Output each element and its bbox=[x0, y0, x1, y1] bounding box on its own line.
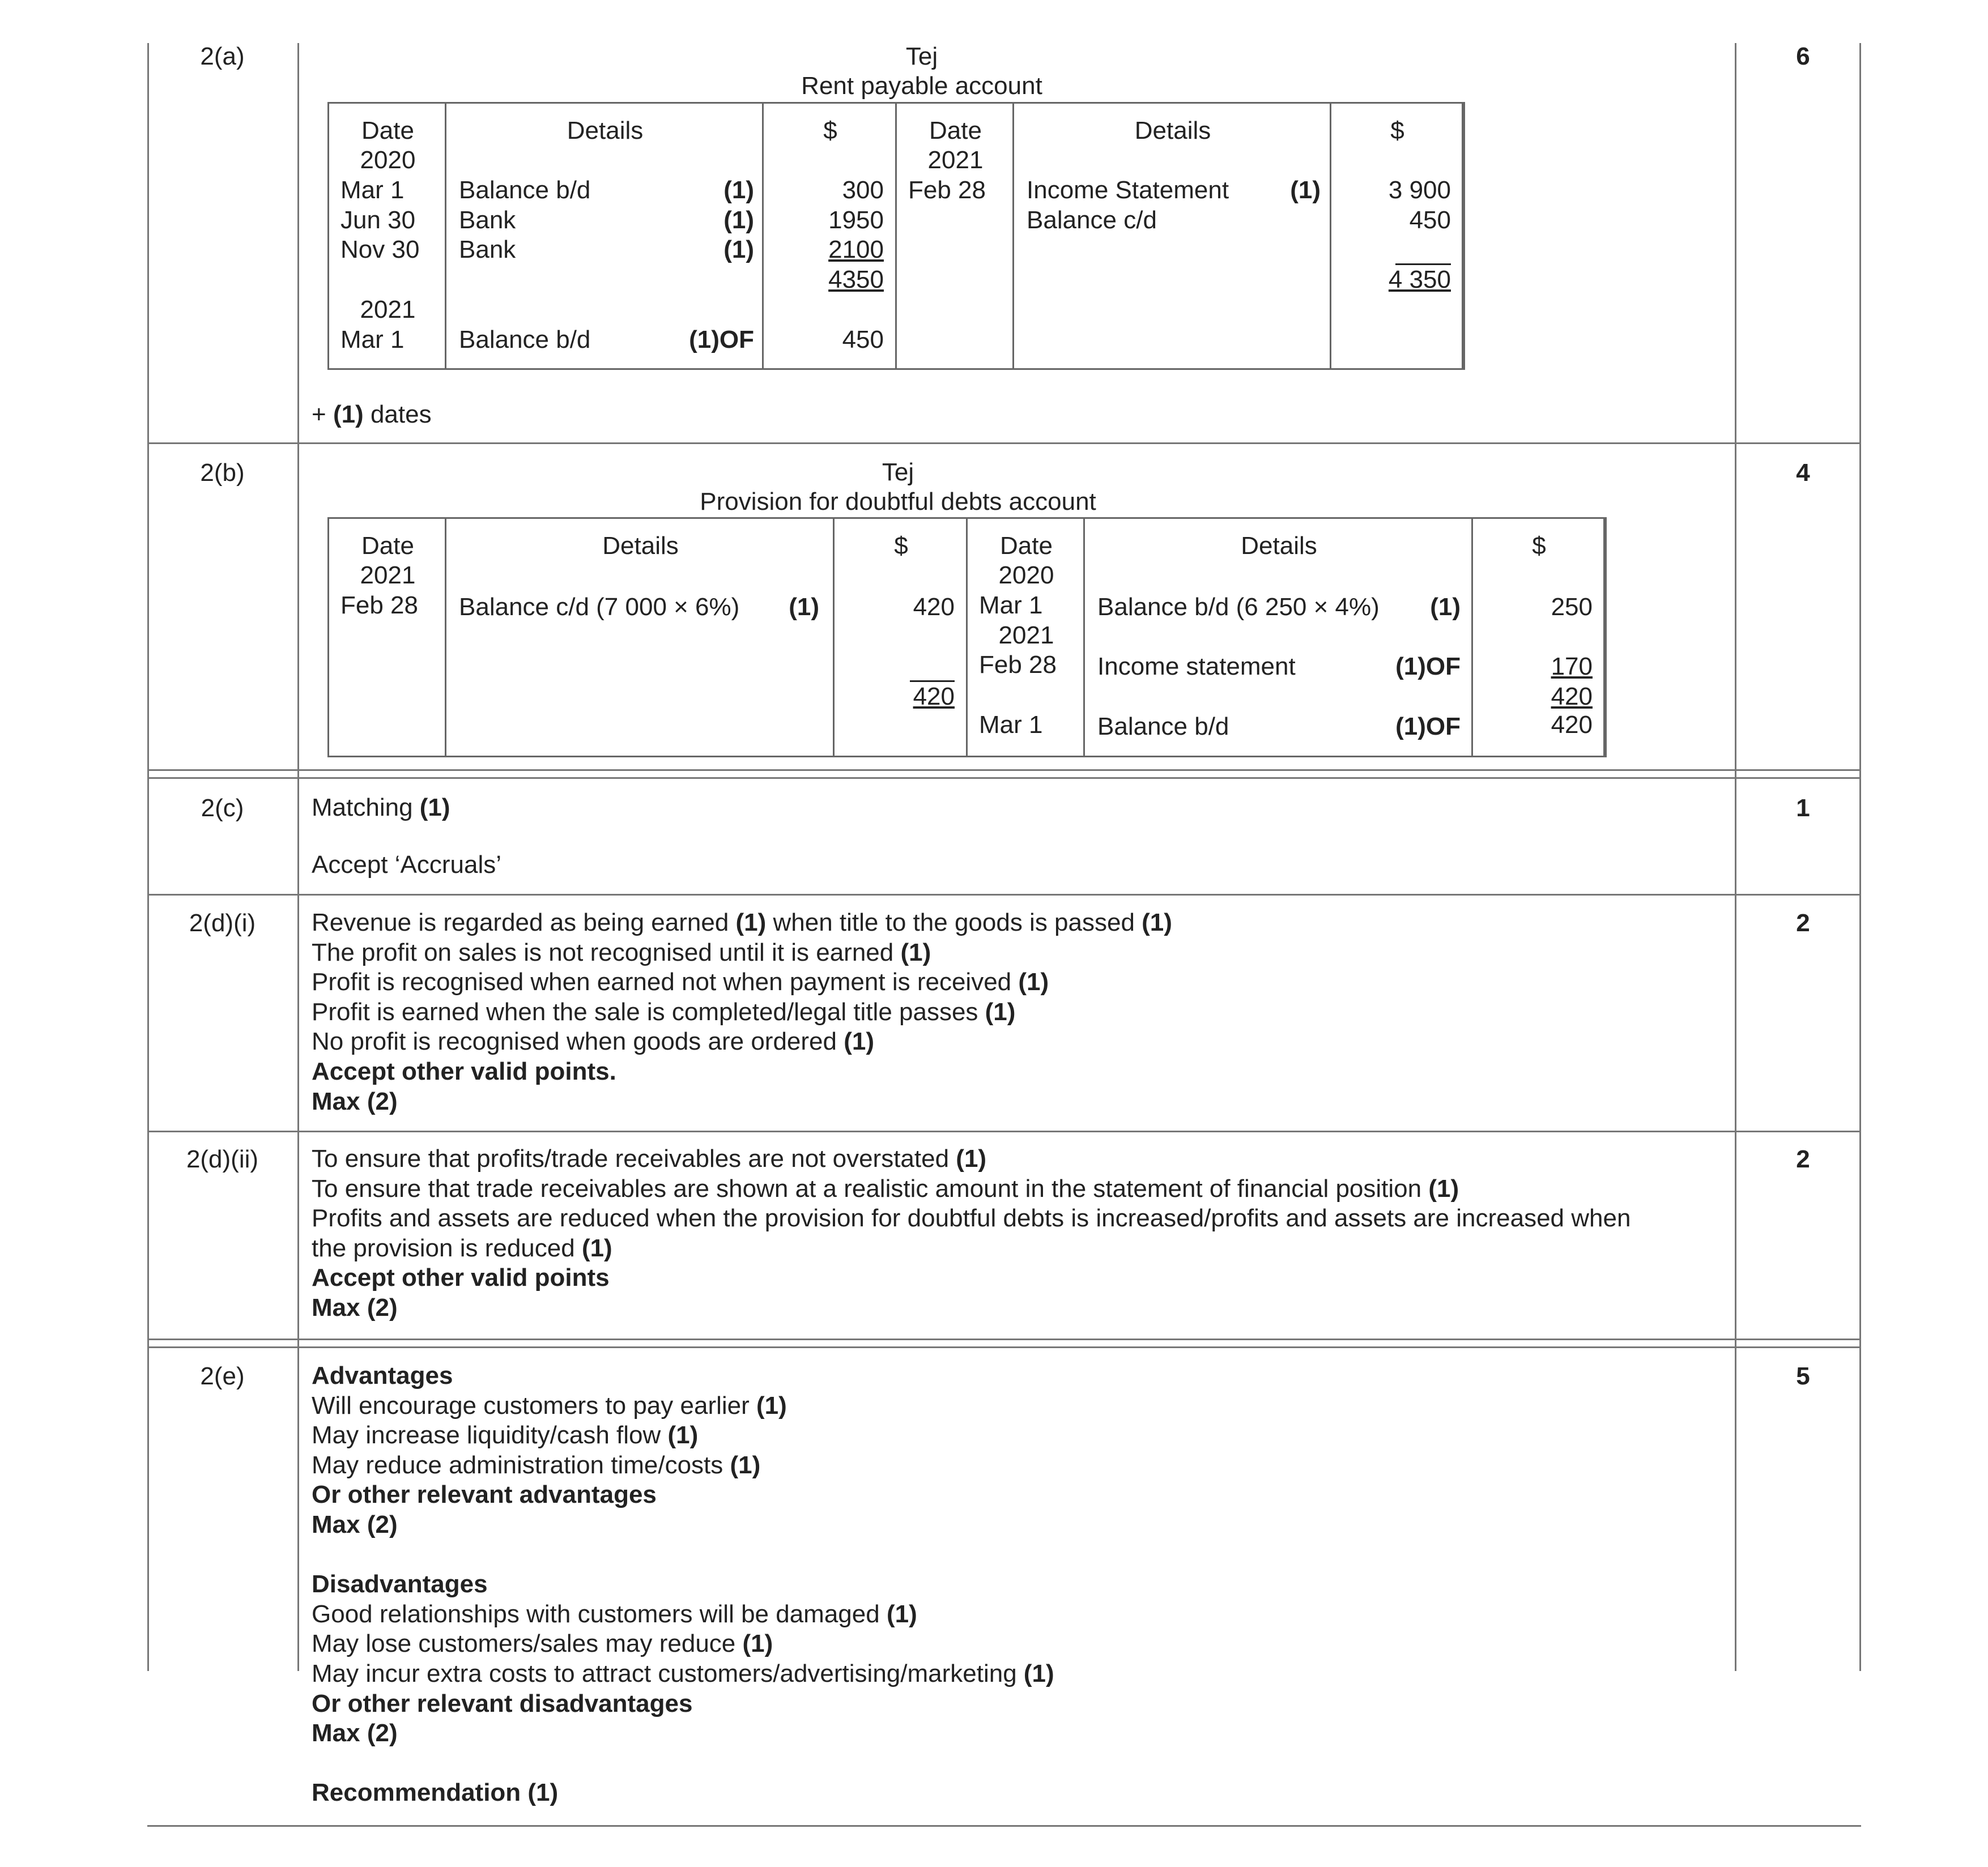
answer-2c bbox=[312, 793, 501, 880]
debit-amount: 450 bbox=[842, 326, 884, 353]
answer-mark: (1) bbox=[419, 794, 450, 821]
answer-line: May increase liquidity/cash flow (1) bbox=[312, 1421, 699, 1450]
answer-line: To ensure that trade receivables are shown at a realistic amount in the statement of financial position (1) bbox=[312, 1174, 1459, 1203]
debit-date: 2021 bbox=[360, 561, 416, 589]
disadvantages-heading: Disadvantages bbox=[312, 1570, 488, 1599]
header-details-credit: Details bbox=[1134, 117, 1211, 144]
account-name-2a: Tej bbox=[905, 42, 938, 70]
answer-line: the provision is reduced (1) bbox=[312, 1234, 612, 1262]
rent-payable-ledger bbox=[327, 102, 1465, 370]
debit-amount: 300 bbox=[842, 176, 884, 204]
credit-date: 2020 bbox=[998, 561, 1054, 589]
answer-2dii bbox=[312, 1144, 1631, 1323]
answer-line: Good relationships with customers will be damaged (1) bbox=[312, 1600, 917, 1628]
answer-line: No profit is recognised when goods are ordered (1) bbox=[312, 1028, 874, 1056]
debit-amount: 2100 bbox=[828, 236, 884, 263]
marks-2a: 6 bbox=[1796, 42, 1810, 70]
accept-note: Accept other valid points. bbox=[312, 1057, 616, 1085]
max-note: Max (2) bbox=[312, 1087, 398, 1115]
debit-details: Bank bbox=[459, 236, 516, 263]
header-details-credit: Details bbox=[1241, 532, 1317, 560]
answer-text: Accept ‘Accruals’ bbox=[312, 850, 502, 879]
credit-total: 4 350 bbox=[1388, 266, 1451, 293]
credit-date: Mar 1 bbox=[979, 591, 1043, 619]
answer-line: Profits and assets are reduced when the provision for doubtful debts is increased/profits and assets are increased when bbox=[312, 1204, 1631, 1233]
recommendation-note: Recommendation (1) bbox=[312, 1779, 559, 1807]
credit-details: Income Statement bbox=[1027, 176, 1229, 204]
credit-mark: (1) bbox=[1430, 593, 1461, 621]
credit-date: 2021 bbox=[998, 621, 1054, 649]
table-border-bottom bbox=[147, 1825, 1861, 1827]
debit-date: Mar 1 bbox=[340, 326, 405, 353]
debit-details: Balance c/d (7 000 × 6%) bbox=[459, 593, 740, 621]
account-title-2b: Provision for doubtful debts account bbox=[700, 488, 1096, 515]
accept-note: Accept other valid points bbox=[312, 1264, 610, 1292]
debit-date: Mar 1 bbox=[340, 176, 405, 204]
answer-2di bbox=[312, 908, 1172, 1116]
marks-2b: 4 bbox=[1796, 459, 1810, 487]
debit-date: Feb 28 bbox=[340, 591, 418, 619]
row-divider-2di-2dii bbox=[147, 1131, 1861, 1132]
debit-amount: 1950 bbox=[828, 206, 884, 234]
answer-line: The profit on sales is not recognised until it is earned (1) bbox=[312, 938, 931, 966]
table-border-left bbox=[147, 43, 149, 1671]
row-divider-2c-2di bbox=[147, 894, 1861, 896]
header-date-debit: Date bbox=[361, 117, 414, 144]
row-divider-2dii-2e-top bbox=[147, 1339, 1861, 1340]
debit-total: 4350 bbox=[828, 266, 884, 293]
header-details-debit: Details bbox=[567, 117, 644, 144]
debit-amount: 420 bbox=[913, 593, 955, 621]
dates-mark-note bbox=[312, 400, 432, 430]
max-note: Max (2) bbox=[312, 1510, 398, 1538]
answer-line: Profit is earned when the sale is completed/legal title passes (1) bbox=[312, 998, 1016, 1026]
provision-doubtful-debts-ledger bbox=[327, 517, 1607, 757]
credit-amount: 450 bbox=[1409, 206, 1451, 234]
credit-mark: (1)OF bbox=[1395, 653, 1461, 680]
debit-details: Balance b/d bbox=[459, 326, 591, 353]
marks-2dii: 2 bbox=[1796, 1145, 1810, 1173]
header-amount-credit: $ bbox=[1390, 117, 1404, 144]
marks-2di: 2 bbox=[1796, 909, 1810, 937]
answer-line: To ensure that profits/trade receivables are not overstated (1) bbox=[312, 1145, 987, 1173]
max-note: Max (2) bbox=[312, 1719, 398, 1747]
header-details-debit: Details bbox=[602, 532, 679, 560]
credit-amount: 170 bbox=[1551, 653, 1593, 680]
answer-line: Revenue is regarded as being earned (1) when title to the goods is passed (1) bbox=[312, 909, 1172, 936]
credit-date: 2021 bbox=[927, 146, 984, 174]
row-divider-2b-2c-bottom bbox=[147, 777, 1861, 779]
credit-total: 420 bbox=[1551, 683, 1593, 710]
credit-amount: 250 bbox=[1551, 593, 1593, 621]
debit-date: Jun 30 bbox=[340, 206, 416, 234]
answer-line: May incur extra costs to attract customers/advertising/marketing (1) bbox=[312, 1659, 1054, 1687]
table-divider-question bbox=[297, 43, 299, 1671]
header-date-debit: Date bbox=[361, 532, 414, 560]
question-number-2a: 2(a) bbox=[200, 42, 245, 70]
question-number-2e: 2(e) bbox=[200, 1362, 245, 1390]
other-disadvantages-note: Or other relevant disadvantages bbox=[312, 1689, 693, 1717]
question-number-2b: 2(b) bbox=[200, 459, 245, 487]
row-divider-2dii-2e-bottom bbox=[147, 1346, 1861, 1348]
header-date-credit: Date bbox=[929, 117, 982, 144]
credit-details: Balance b/d bbox=[1097, 713, 1229, 740]
row-divider-2a-2b bbox=[147, 442, 1861, 444]
question-number-2c: 2(c) bbox=[201, 794, 244, 822]
debit-mark: (1) bbox=[723, 206, 754, 234]
other-advantages-note: Or other relevant advantages bbox=[312, 1481, 657, 1509]
question-number-2dii: 2(d)(ii) bbox=[186, 1145, 259, 1173]
credit-date: Mar 1 bbox=[979, 711, 1043, 739]
answer-2e bbox=[312, 1361, 1054, 1808]
debit-details: Balance b/d bbox=[459, 176, 591, 204]
debit-date: 2020 bbox=[360, 146, 416, 174]
max-note: Max (2) bbox=[312, 1293, 398, 1322]
credit-details: Balance b/d (6 250 × 4%) bbox=[1097, 593, 1380, 621]
note-prefix: + bbox=[312, 400, 326, 428]
note-mark: (1) bbox=[333, 400, 364, 428]
answer-line: May lose customers/sales may reduce (1) bbox=[312, 1630, 773, 1658]
answer-line: Will encourage customers to pay earlier (1) bbox=[312, 1391, 787, 1420]
table-border-right bbox=[1859, 43, 1861, 1671]
header-amount-credit: $ bbox=[1532, 532, 1546, 560]
answer-text: Matching bbox=[312, 794, 413, 821]
header-amount-debit: $ bbox=[823, 117, 837, 144]
header-amount-debit: $ bbox=[894, 532, 908, 560]
credit-mark: (1)OF bbox=[1395, 713, 1461, 740]
credit-details: Income statement bbox=[1097, 653, 1296, 680]
credit-amount: 420 bbox=[1551, 711, 1593, 739]
row-divider-2b-2c-top bbox=[147, 769, 1861, 771]
advantages-heading: Advantages bbox=[312, 1362, 453, 1389]
credit-mark: (1) bbox=[1290, 176, 1321, 204]
debit-date: 2021 bbox=[360, 296, 416, 323]
note-text: dates bbox=[370, 400, 432, 428]
answer-line: Profit is recognised when earned not when payment is received (1) bbox=[312, 968, 1049, 996]
credit-date: Feb 28 bbox=[979, 651, 1057, 679]
marks-2e: 5 bbox=[1796, 1362, 1810, 1390]
account-title-2a: Rent payable account bbox=[801, 72, 1042, 100]
credit-details: Balance c/d bbox=[1027, 206, 1157, 234]
debit-mark: (1) bbox=[789, 593, 819, 621]
credit-date: Feb 28 bbox=[908, 176, 986, 204]
debit-mark: (1) bbox=[723, 176, 754, 204]
account-name-2b: Tej bbox=[882, 458, 914, 486]
header-date-credit: Date bbox=[1000, 532, 1053, 560]
debit-total: 420 bbox=[913, 683, 955, 710]
marks-2c: 1 bbox=[1796, 794, 1810, 822]
debit-date: Nov 30 bbox=[340, 236, 420, 263]
debit-mark: (1)OF bbox=[689, 326, 754, 353]
debit-details: Bank bbox=[459, 206, 516, 234]
question-number-2di: 2(d)(i) bbox=[189, 909, 256, 937]
table-divider-marks bbox=[1735, 43, 1736, 1671]
credit-amount: 3 900 bbox=[1388, 176, 1451, 204]
debit-mark: (1) bbox=[723, 236, 754, 263]
answer-line: May reduce administration time/costs (1) bbox=[312, 1451, 761, 1479]
